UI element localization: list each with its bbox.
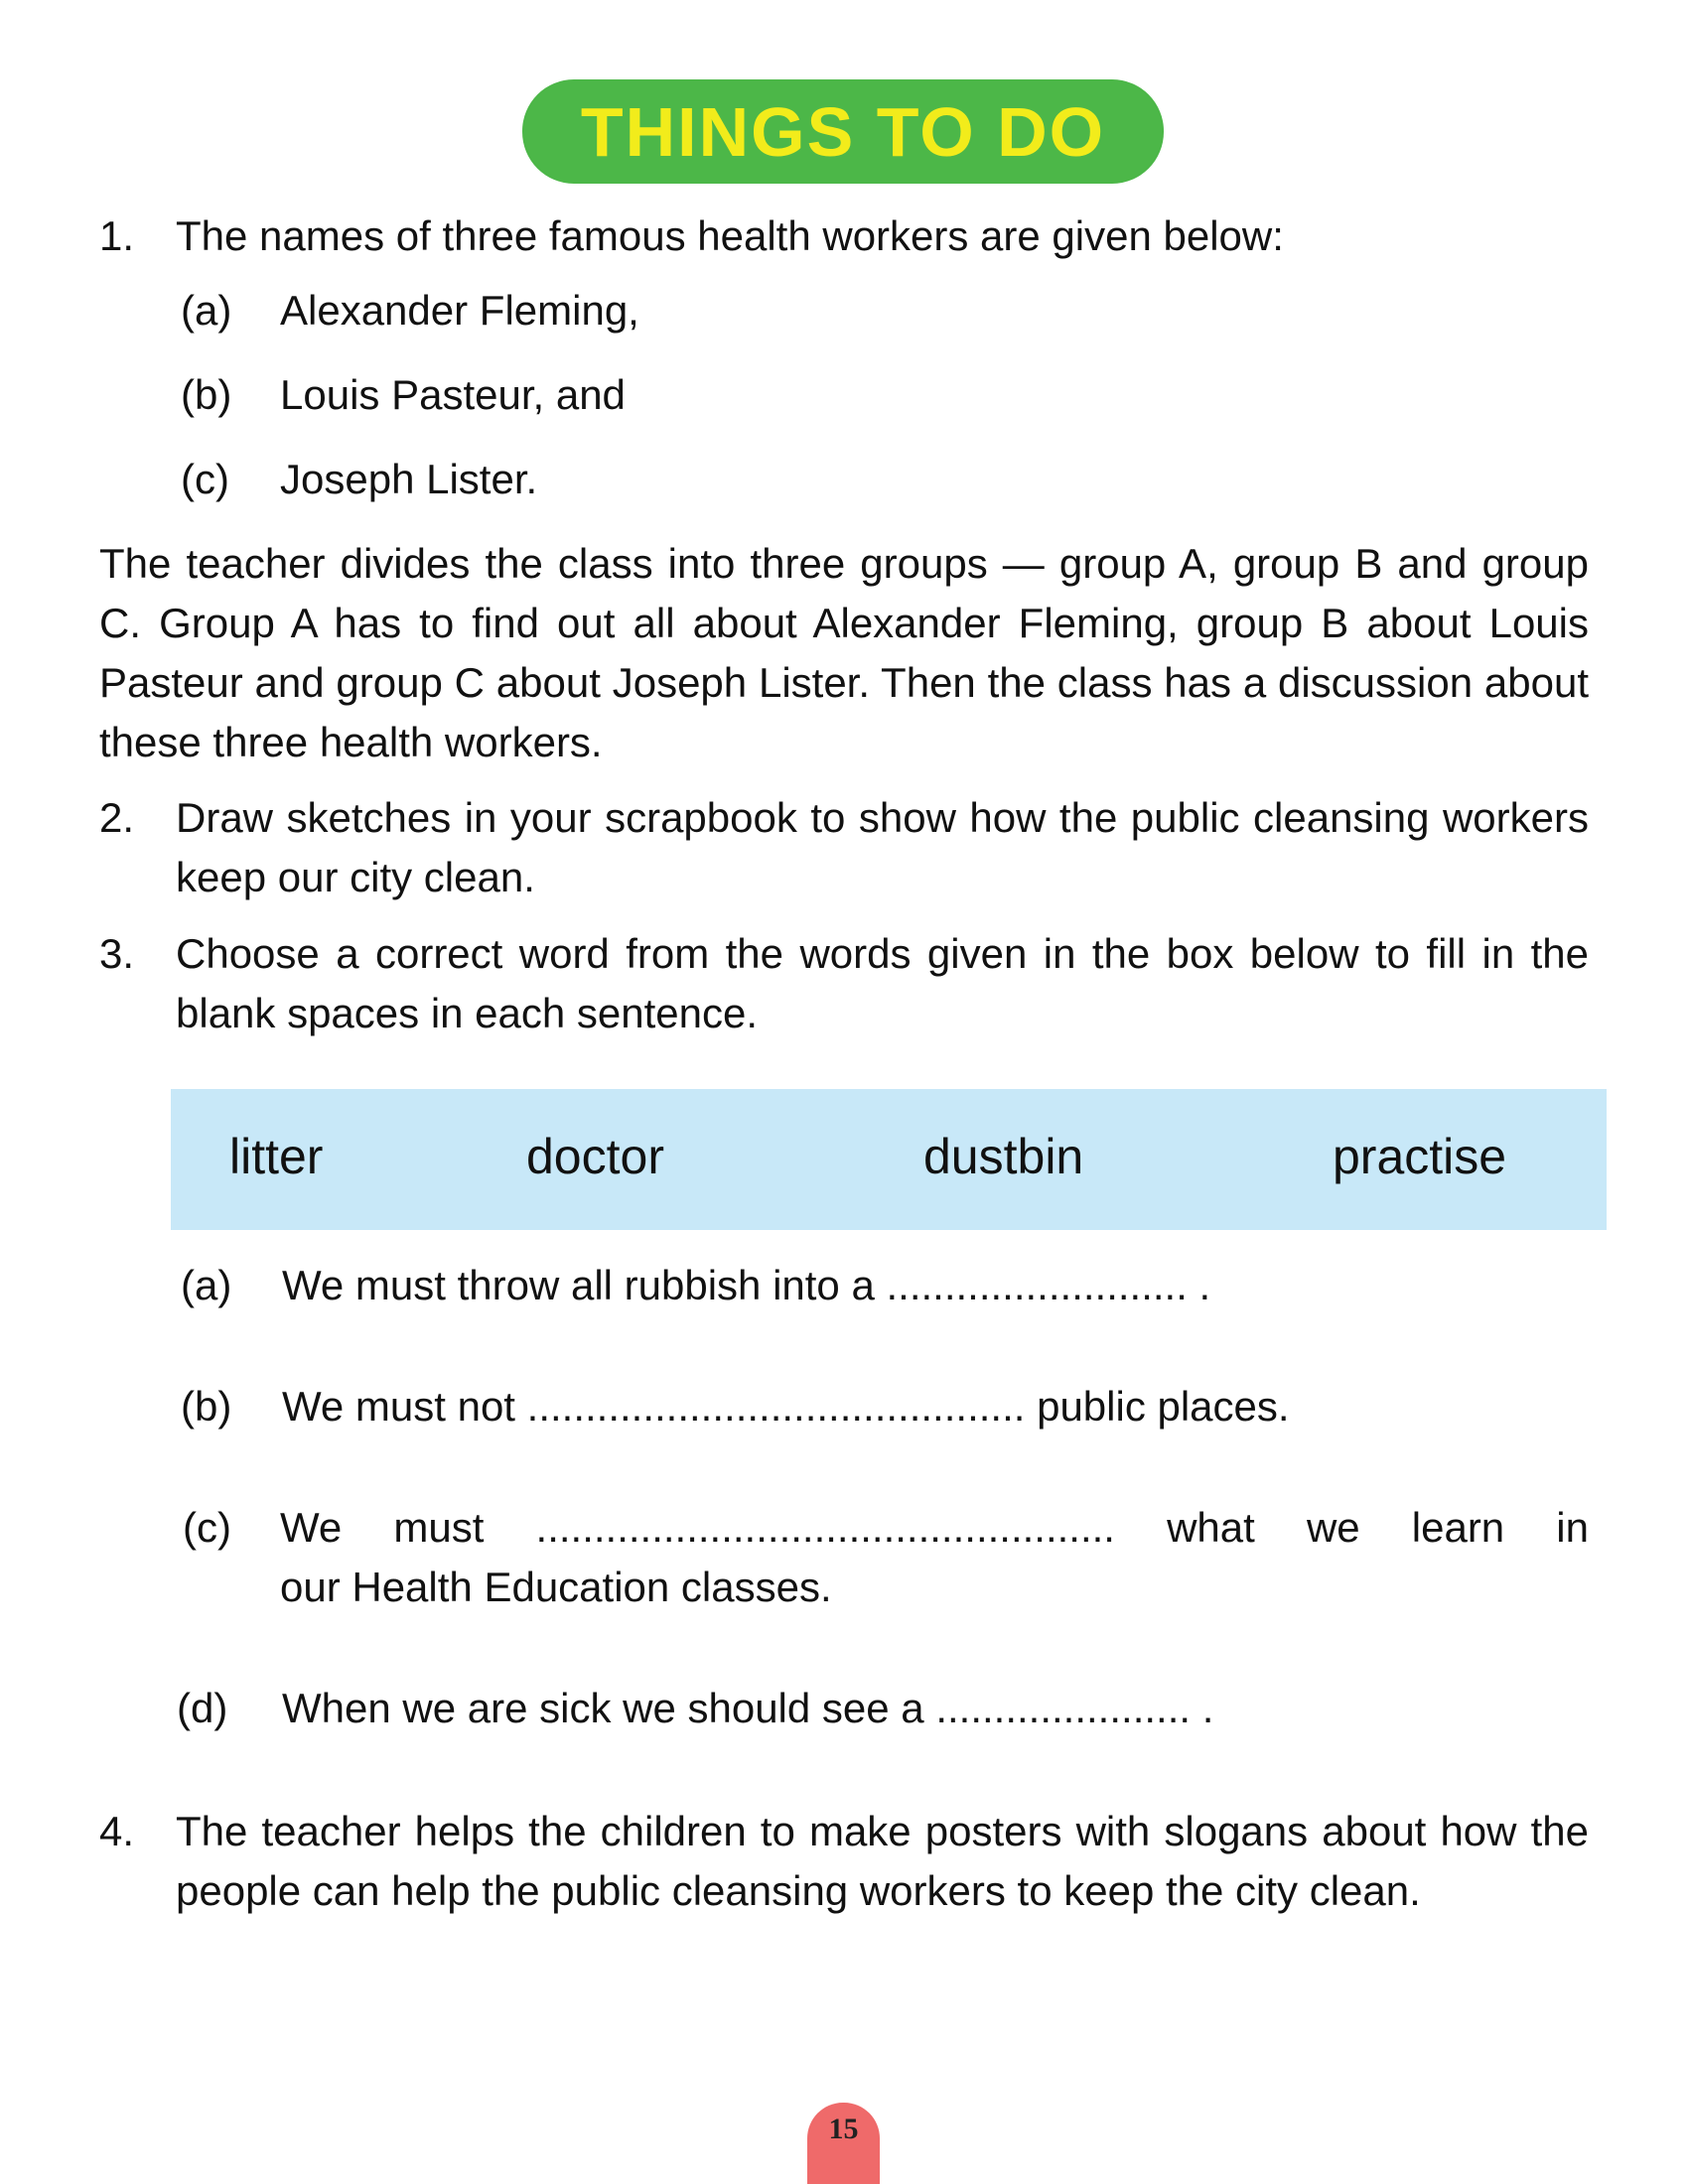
q1-paragraph: The teacher divides the class into three groups — group A, group B and group C. Group A has to find out all about Alexander Fleming, group B about Louis Pasteur and group C about Joseph Lister. Then the class has a discussion about these three health workers. xyxy=(99,540,1589,765)
q3-item-a-label: (a) xyxy=(181,1262,232,1308)
word-litter: litter xyxy=(229,1129,324,1184)
q3-item-a-text: We must throw all rubbish into a .......................... . xyxy=(282,1262,1211,1308)
q1-item-a-label: (a) xyxy=(181,287,232,334)
page-title: THINGS TO DO xyxy=(580,92,1106,171)
q3-item-b-label: (b) xyxy=(181,1383,232,1430)
question-2-text: Draw sketches in your scrapbook to show how the public cleansing workers keep our city clean. xyxy=(176,794,1589,900)
q1-item-a-text: Alexander Fleming, xyxy=(280,287,639,334)
word-box xyxy=(171,1089,1607,1230)
word-dustbin: dustbin xyxy=(923,1129,1084,1184)
q3-item-c-label: (c) xyxy=(183,1504,231,1551)
q1-item-c-label: (c) xyxy=(181,456,229,502)
q3-item-c-line2: our Health Education classes. xyxy=(280,1564,832,1610)
word-doctor: doctor xyxy=(526,1129,664,1184)
question-3-text: Choose a correct word from the words given in the box below to fill in the blank spaces in each sentence. xyxy=(176,930,1589,1036)
page-number-tab xyxy=(807,2103,880,2184)
question-3-number: 3. xyxy=(99,930,135,977)
question-4-text: The teacher helps the children to make posters with slogans about how the people can help the public cleansing workers to keep the city clean. xyxy=(176,1808,1589,1914)
question-2-number: 2. xyxy=(99,794,135,841)
q3-item-c-line1: We must .................................................. what we learn in xyxy=(280,1504,1589,1551)
q3-item-d-text: When we are sick we should see a ...................... . xyxy=(282,1685,1214,1731)
question-1-number: 1. xyxy=(99,212,135,259)
word-practise: practise xyxy=(1333,1129,1507,1184)
question-4-number: 4. xyxy=(99,1808,135,1854)
q1-item-b-label: (b) xyxy=(181,371,232,418)
page-number: 15 xyxy=(828,2113,859,2145)
title-banner xyxy=(522,79,1164,184)
q1-item-b-text: Louis Pasteur, and xyxy=(280,371,626,418)
q3-item-b-text: We must not ........................................... public places. xyxy=(282,1383,1290,1430)
question-1-text: The names of three famous health workers are given below: xyxy=(176,212,1284,259)
q3-item-d-label: (d) xyxy=(177,1685,228,1731)
q1-item-c-text: Joseph Lister. xyxy=(280,456,538,502)
